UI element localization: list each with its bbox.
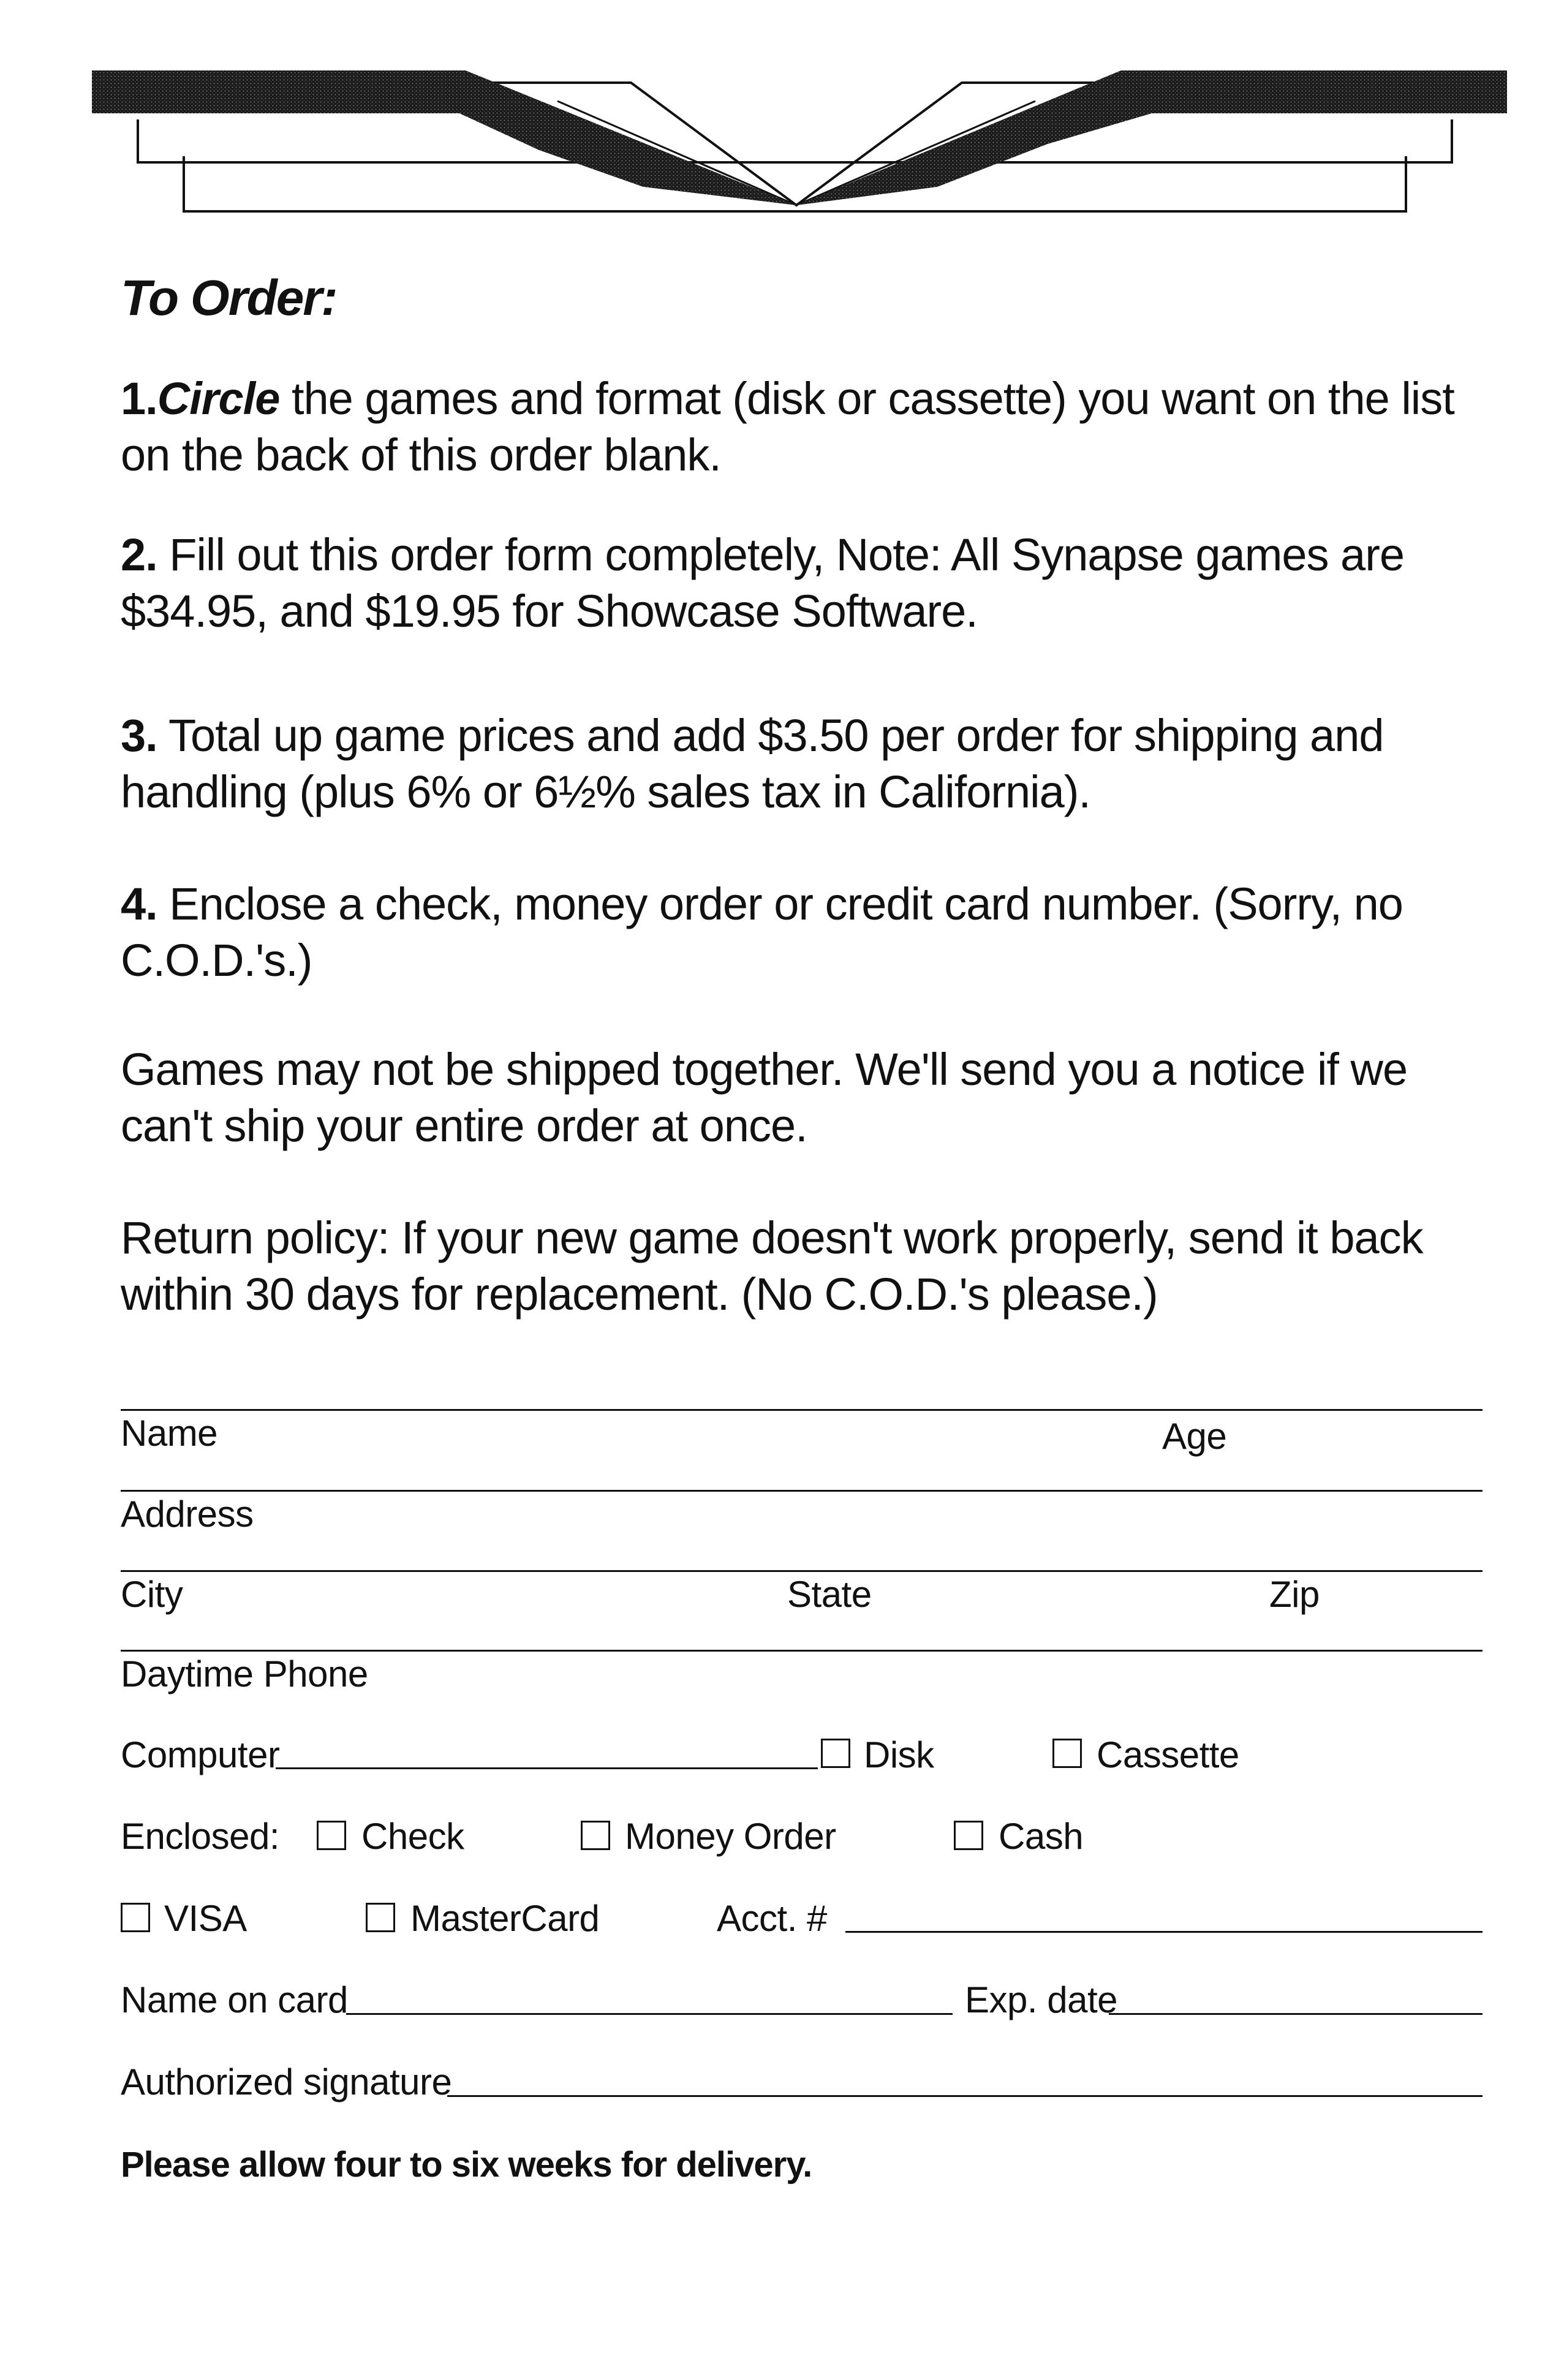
account-number-label: Acct. # [717, 1898, 827, 1939]
age-field-label: Age [1162, 1416, 1227, 1457]
step-text: the games and format (disk or cassette) you want on the list on the back of this order blank. [121, 373, 1454, 480]
form-rule [121, 1570, 1483, 1572]
daytime-phone-label: Daytime Phone [121, 1653, 368, 1694]
mastercard-checkbox[interactable] [366, 1903, 395, 1932]
banner-graphic [92, 64, 1507, 224]
disk-label: Disk [864, 1734, 934, 1775]
state-field-label: State [787, 1574, 872, 1615]
zip-field-label: Zip [1269, 1574, 1320, 1615]
step-text: Total up game prices and add $3.50 per order for shipping and handling (plus 6% or 6½% sales tax in California). [121, 710, 1384, 817]
return-policy: Return policy: If your new game doesn't work properly, send it back within 30 days for replacement. (No C.O.D.'s please.) [121, 1212, 1423, 1320]
step-4 [121, 876, 1487, 989]
step-number: 4. [121, 878, 157, 929]
exp-date-field[interactable] [1109, 2013, 1483, 2015]
city-state-zip-field[interactable] [121, 1615, 1483, 1649]
signature-field[interactable] [447, 2095, 1483, 2097]
name-field-label: Name [121, 1413, 218, 1454]
money-order-label: Money Order [625, 1816, 836, 1857]
step-number: 1. [121, 373, 157, 424]
step-number: 2. [121, 529, 157, 580]
name-on-card-label: Name on card [121, 1979, 348, 2020]
step-3 [121, 708, 1487, 820]
delivery-note: Please allow four to six weeks for delivery. [121, 2145, 812, 2185]
step-text: Fill out this order form completely, Note: All Synapse games are $34.95, and $19.95 for Showcase Software. [121, 529, 1405, 637]
daytime-phone-field[interactable] [121, 1694, 1483, 1725]
name-field[interactable] [121, 1453, 1483, 1489]
page-title: To Order: [121, 270, 337, 326]
disk-checkbox[interactable] [821, 1739, 850, 1768]
address-field[interactable] [121, 1535, 1483, 1569]
form-rule [121, 1650, 1483, 1652]
cassette-checkbox[interactable] [1052, 1739, 1082, 1768]
exp-date-label: Exp. date [965, 1979, 1118, 2020]
check-checkbox[interactable] [317, 1821, 346, 1850]
visa-checkbox[interactable] [121, 1903, 150, 1932]
city-field-label: City [121, 1574, 183, 1615]
computer-field[interactable] [276, 1767, 818, 1769]
money-order-checkbox[interactable] [581, 1821, 610, 1850]
form-rule [121, 1409, 1483, 1411]
step-2 [121, 527, 1487, 640]
form-rule [121, 1490, 1483, 1492]
step-number: 3. [121, 710, 157, 761]
account-number-field[interactable] [845, 1931, 1483, 1933]
cash-label: Cash [999, 1816, 1084, 1857]
address-field-label: Address [121, 1494, 254, 1535]
signature-label: Authorized signature [121, 2061, 452, 2102]
check-label: Check [361, 1816, 464, 1857]
step-text: Enclose a check, money order or credit card number. (Sorry, no C.O.D.'s.) [121, 878, 1403, 986]
enclosed-label: Enclosed: [121, 1816, 279, 1857]
shipping-notice: Games may not be shipped together. We'll send you a notice if we can't ship your entire order at once. [121, 1044, 1408, 1151]
step-lead: Circle [157, 373, 280, 424]
name-on-card-field[interactable] [346, 2013, 953, 2015]
visa-label: VISA [164, 1898, 247, 1939]
step-1 [121, 371, 1487, 483]
mastercard-label: MasterCard [410, 1898, 600, 1939]
cash-checkbox[interactable] [954, 1821, 983, 1850]
computer-label: Computer [121, 1734, 280, 1775]
cassette-label: Cassette [1097, 1734, 1239, 1775]
